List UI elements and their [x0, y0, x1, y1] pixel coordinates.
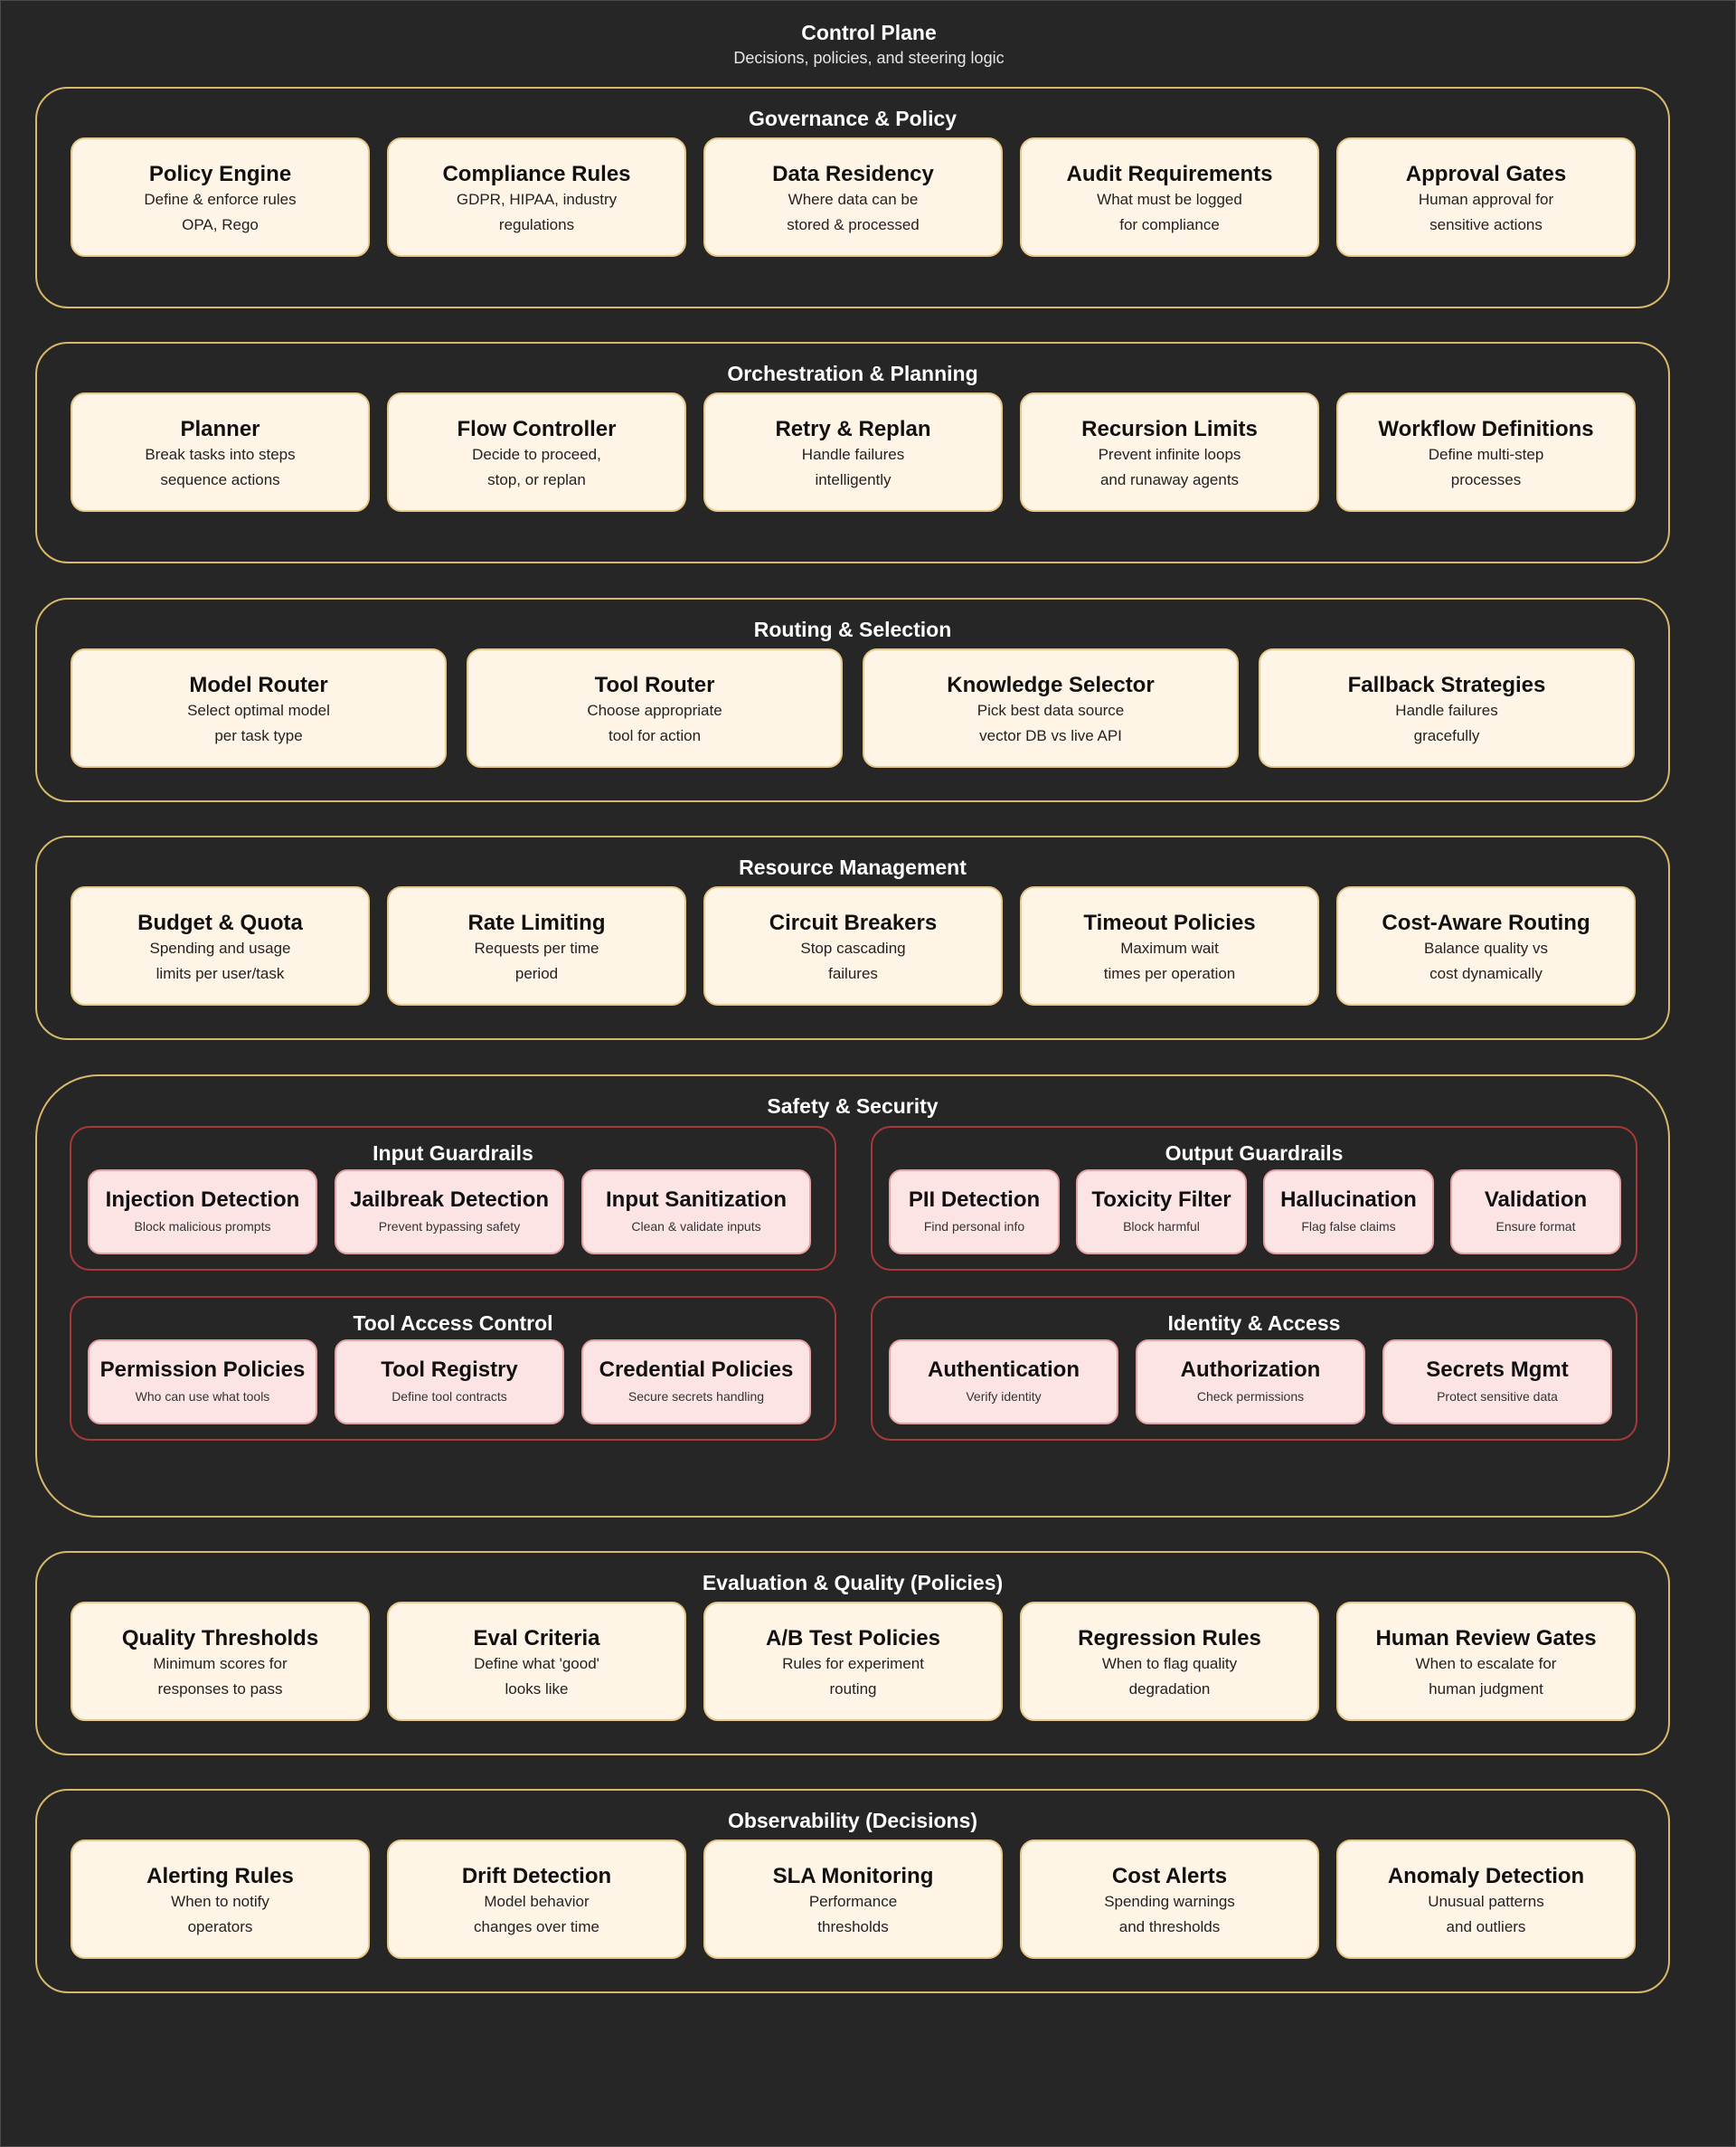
card-pii-detection — [889, 1169, 1060, 1254]
card-title: Permission Policies — [99, 1357, 306, 1382]
group-title: Input Guardrails — [373, 1141, 533, 1165]
section-title: Orchestration & Planning — [727, 362, 978, 385]
card-description: Ensure format — [1495, 1219, 1576, 1234]
section-title: Resource Management — [739, 856, 967, 879]
card-description: Maximum wait times per operation — [1103, 940, 1236, 982]
card-description: Handle failures gracefully — [1395, 702, 1498, 744]
card-title: Credential Policies — [599, 1357, 794, 1382]
card-toxicity-filter — [1076, 1169, 1247, 1254]
card-description: Protect sensitive data — [1437, 1389, 1558, 1404]
card-title: Audit Requirements — [1066, 162, 1273, 186]
card-policy-engine — [71, 137, 370, 257]
card-credential-policies — [581, 1339, 811, 1424]
card-description: Spending and usage limits per user/task — [149, 940, 291, 982]
section-orchestration — [35, 342, 1670, 563]
card-retry-and-replan — [703, 393, 1003, 512]
card-input-sanitization — [581, 1169, 811, 1254]
card-cost-alerts — [1020, 1840, 1319, 1959]
section-safety — [35, 1074, 1670, 1518]
card-description: Handle failures intelligently — [801, 446, 905, 488]
section-observability — [35, 1789, 1670, 1993]
card-description: Unusual patterns and outliers — [1428, 1893, 1544, 1935]
card-description: Balance quality vs cost dynamically — [1423, 940, 1549, 982]
card-description: Find personal info — [923, 1219, 1025, 1234]
card-description: Requests per time period — [474, 940, 599, 982]
card-title: Alerting Rules — [146, 1864, 294, 1888]
card-description: GDPR, HIPAA, industry regulations — [456, 191, 618, 233]
card-anomaly-detection — [1336, 1840, 1636, 1959]
group-title: Output Guardrails — [1165, 1141, 1344, 1165]
card-description: Human approval for sensitive actions — [1418, 191, 1554, 233]
card-tool-registry — [335, 1339, 564, 1424]
card-description: Performance thresholds — [808, 1893, 898, 1935]
card-jailbreak-detection — [335, 1169, 564, 1254]
section-title: Observability (Decisions) — [727, 1809, 978, 1832]
card-description: Who can use what tools — [135, 1389, 270, 1404]
card-description: Define what 'good' looks like — [474, 1655, 599, 1698]
card-description: When to escalate for human judgment — [1415, 1655, 1557, 1698]
card-eval-criteria — [387, 1602, 686, 1721]
card-title: Data Residency — [772, 162, 934, 186]
card-title: Tool Router — [594, 673, 715, 697]
card-workflow-definitions — [1336, 393, 1636, 512]
card-description: Define tool contracts — [392, 1389, 507, 1404]
card-injection-detection — [88, 1169, 317, 1254]
card-audit-requirements — [1020, 137, 1319, 257]
card-description: Break tasks into steps sequence actions — [145, 446, 296, 488]
card-quality-thresholds — [71, 1602, 370, 1721]
card-title: Fallback Strategies — [1347, 673, 1546, 697]
card-title: Circuit Breakers — [769, 911, 938, 935]
card-description: Stop cascading failures — [800, 940, 906, 982]
card-title: Recursion Limits — [1081, 417, 1258, 441]
card-data-residency — [703, 137, 1003, 257]
card-title: Input Sanitization — [606, 1187, 787, 1212]
card-description: Block malicious prompts — [134, 1219, 271, 1234]
card-title: PII Detection — [908, 1187, 1041, 1212]
card-description: Verify identity — [966, 1389, 1042, 1404]
card-description: Block harmful — [1123, 1219, 1200, 1234]
card-title: Workflow Definitions — [1378, 417, 1594, 441]
card-title: Rate Limiting — [467, 911, 606, 935]
card-validation — [1450, 1169, 1621, 1254]
card-compliance-rules — [387, 137, 686, 257]
group-tool-access-control — [70, 1296, 836, 1441]
card-title: Authorization — [1180, 1357, 1321, 1382]
card-description: Model behavior changes over time — [474, 1893, 599, 1935]
group-input-guardrails — [70, 1126, 836, 1271]
section-title: Governance & Policy — [748, 107, 958, 130]
group-identity-access — [871, 1296, 1637, 1441]
card-title: Budget & Quota — [137, 911, 303, 935]
card-title: Toxicity Filter — [1091, 1187, 1231, 1212]
card-description: Pick best data source vector DB vs live API — [976, 702, 1125, 744]
card-description: Select optimal model per task type — [187, 702, 330, 744]
section-governance — [35, 87, 1670, 308]
card-description: Prevent infinite loops and runaway agents — [1098, 446, 1241, 488]
card-authorization — [1136, 1339, 1365, 1424]
card-title: Retry & Replan — [775, 417, 931, 441]
card-title: Knowledge Selector — [947, 673, 1155, 697]
card-title: Planner — [180, 417, 260, 441]
card-title: Policy Engine — [148, 162, 292, 186]
card-title: A/B Test Policies — [766, 1626, 940, 1650]
card-secrets-mgmt — [1382, 1339, 1612, 1424]
card-title: Eval Criteria — [473, 1626, 600, 1650]
section-title: Safety & Security — [767, 1094, 939, 1118]
group-output-guardrails — [871, 1126, 1637, 1271]
section-title: Evaluation & Quality (Policies) — [702, 1571, 1004, 1594]
section-evaluation — [35, 1551, 1670, 1755]
card-description: When to flag quality degradation — [1101, 1655, 1238, 1698]
card-alerting-rules — [71, 1840, 370, 1959]
card-title: Cost Alerts — [1111, 1864, 1228, 1888]
card-sla-monitoring — [703, 1840, 1003, 1959]
card-description: Flag false claims — [1301, 1219, 1396, 1234]
card-circuit-breakers — [703, 886, 1003, 1006]
card-description: Decide to proceed, stop, or replan — [472, 446, 601, 488]
card-title: Validation — [1484, 1187, 1588, 1212]
card-regression-rules — [1020, 1602, 1319, 1721]
card-budget-and-quota — [71, 886, 370, 1006]
section-routing — [35, 598, 1670, 802]
card-title: Drift Detection — [461, 1864, 612, 1888]
page-title: Control Plane — [801, 21, 937, 44]
card-title: Jailbreak Detection — [349, 1187, 550, 1212]
card-description: Rules for experiment routing — [782, 1655, 924, 1698]
card-title: Authentication — [928, 1357, 1080, 1382]
card-permission-policies — [88, 1339, 317, 1424]
card-description: Define multi-step processes — [1428, 446, 1544, 488]
group-title: Identity & Access — [1167, 1311, 1341, 1335]
card-description: Minimum scores for responses to pass — [153, 1655, 288, 1698]
card-title: Anomaly Detection — [1387, 1864, 1585, 1888]
card-title: Cost-Aware Routing — [1382, 911, 1590, 935]
card-fallback-strategies — [1259, 648, 1635, 768]
card-title: Model Router — [189, 673, 328, 697]
card-description: Choose appropriate tool for action — [587, 702, 722, 744]
card-flow-controller — [387, 393, 686, 512]
card-description: Define & enforce rules OPA, Rego — [144, 191, 297, 233]
card-description: When to notify operators — [171, 1893, 269, 1935]
card-knowledge-selector — [863, 648, 1239, 768]
section-title: Routing & Selection — [753, 618, 952, 641]
card-title: Flow Controller — [457, 417, 617, 441]
card-recursion-limits — [1020, 393, 1319, 512]
card-description: Secure secrets handling — [627, 1389, 765, 1404]
card-cost-aware-routing — [1336, 886, 1636, 1006]
card-title: Tool Registry — [381, 1357, 518, 1382]
card-model-router — [71, 648, 447, 768]
card-title: Secrets Mgmt — [1426, 1357, 1569, 1382]
card-title: Quality Thresholds — [121, 1626, 319, 1650]
card-title: Injection Detection — [105, 1187, 300, 1212]
card-hallucination — [1263, 1169, 1434, 1254]
card-approval-gates — [1336, 137, 1636, 257]
card-title: Hallucination — [1280, 1187, 1417, 1212]
card-title: Approval Gates — [1405, 162, 1567, 186]
group-title: Tool Access Control — [353, 1311, 553, 1335]
card-planner — [71, 393, 370, 512]
card-a-b-test-policies — [703, 1602, 1003, 1721]
card-title: Regression Rules — [1078, 1626, 1261, 1650]
card-title: Human Review Gates — [1375, 1626, 1597, 1650]
section-resource — [35, 836, 1670, 1040]
card-description: Where data can be stored & processed — [787, 191, 920, 233]
card-description: Clean & validate inputs — [631, 1219, 761, 1234]
card-tool-router — [467, 648, 843, 768]
card-human-review-gates — [1336, 1602, 1636, 1721]
card-description: Check permissions — [1196, 1389, 1305, 1404]
card-rate-limiting — [387, 886, 686, 1006]
card-title: Compliance Rules — [442, 162, 631, 186]
card-description: Spending warnings and thresholds — [1104, 1893, 1235, 1935]
card-authentication — [889, 1339, 1118, 1424]
page-subtitle: Decisions, policies, and steering logic — [733, 49, 1005, 67]
card-title: SLA Monitoring — [772, 1864, 934, 1888]
card-description: What must be logged for compliance — [1097, 191, 1242, 233]
card-title: Timeout Policies — [1083, 911, 1256, 935]
card-timeout-policies — [1020, 886, 1319, 1006]
card-description: Prevent bypassing safety — [378, 1219, 521, 1234]
card-drift-detection — [387, 1840, 686, 1959]
